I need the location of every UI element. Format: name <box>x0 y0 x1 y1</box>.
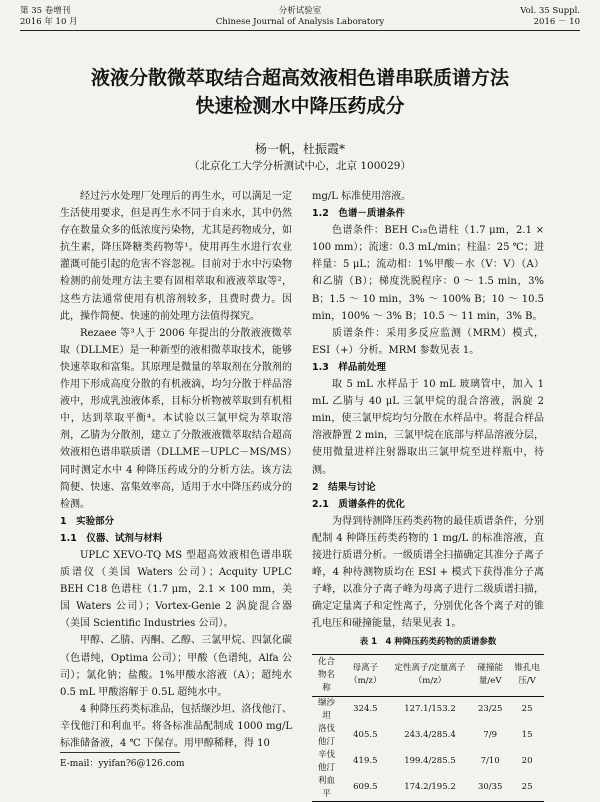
standards-paragraph: 4 种降压药类标准品，包括缬沙坦、洛伐他汀、辛伐他汀和利血平。将各标准品配制成 1000 mg/L 标准储备液，4 ℃ 下保存。用甲醇稀释，得 10 <box>60 703 292 749</box>
table-header-cell: 碰撞能量/eV <box>470 654 510 696</box>
table-cell: 174.2/195.2 <box>390 775 471 802</box>
table-cell: 405.5 <box>353 730 378 741</box>
table-header-cell: 母离子（m/z） <box>341 654 390 696</box>
section-heading-1: 1 实验部分 <box>60 515 115 527</box>
section-heading-2-1: 2.1 质谱条件的优化 <box>312 498 405 510</box>
left-column <box>60 188 292 752</box>
header-volume: 第 35 卷增刊 <box>20 6 71 16</box>
table-row <box>312 723 544 749</box>
section-heading-2: 2 结果与讨论 <box>312 481 376 493</box>
intro-paragraph-1: 经过污水处理厂处理后的再生水，可以满足一定生活使用要求，但是再生水不同于自来水，其中仍然存在数量众多的低浓度污染物，尤其是药物成分，如抗生素，降压降糖类药物等¹。使用再生水进行农业灌溉可能引起的危害不容忽视。目前对于水中污染物检测的前处理方法主要有固相萃取和液液萃取等²，这些方法通常使用有机溶剂较多，且费时费力。因此，操作简便、快速的前处理方法值得探究。 <box>60 191 292 322</box>
table-row <box>312 775 544 802</box>
title-line-2: 快速检测水中降压药成分 <box>195 95 405 117</box>
table-row <box>312 696 544 723</box>
ms-parameters-table <box>312 654 544 802</box>
table-cell: 324.5 <box>353 704 378 715</box>
table-cell: 25 <box>521 704 533 715</box>
table-header-cell: 化合物名称 <box>312 654 341 696</box>
header-journal-en: Chinese Journal of Analysis Laboratory <box>215 17 385 27</box>
table-cell: 127.1/153.2 <box>404 704 456 715</box>
table-cell: 7/9 <box>483 730 498 741</box>
intro-paragraph-2: Rezaee 等³人于 2006 年提出的分散液液微萃取（DLLME）是一种新型的液相微萃取技术，能够快速萃取和富集。其原理是微量的萃取剂在分散剂的作用下形成高度分散的有机液滴，均匀分散于样品溶液中，形成乳浊液体系，目标分析物被萃取到有机相中，达到萃取平衡⁴。本试验以三氯甲烷为萃取溶剂，乙腈为分散剂，建立了分散液液微萃取结合超高效液相色谱串联质谱（DLLME－UPLC－MS/MS）同时测定水中 4 种降压药成分的分析方法。该方法简便、快速、富集效率高，适用于水中降压药成分的检测。 <box>60 327 292 510</box>
table-cell: 20 <box>521 756 533 767</box>
header-rule <box>20 30 580 31</box>
table-header-cell: 定性离子/定量离子（m/z） <box>390 654 471 696</box>
header-vol-en: Vol. 35 Suppl. <box>520 6 580 16</box>
table-cell: 30/35 <box>470 775 510 802</box>
table-cell: 609.5 <box>341 775 390 802</box>
authors: 杨一帆，杜振霞* <box>254 142 345 156</box>
table-cell: 243.4/285.4 <box>404 730 456 741</box>
footnote-email: E-mail：yyifan?6@126.com <box>60 759 185 769</box>
article-title <box>40 64 560 120</box>
table-cell: 419.5 <box>353 756 378 767</box>
table-caption: 表 1 4 种降压药类药物的质谱参数 <box>359 637 497 648</box>
header-journal-cn: 分析试验室 <box>278 6 322 16</box>
table-cell: 缬沙坦 <box>317 697 335 721</box>
standards-continued: mg/L 标准使用溶液。 <box>312 191 412 202</box>
affiliation: （北京化工大学分析测试中心，北京 100029） <box>189 160 411 172</box>
table-cell: 利血平 <box>312 775 341 802</box>
table-cell: 25 <box>510 775 544 802</box>
chromatography-paragraph: 色谱条件：BEH C₁₈色谱柱（1.7 μm，2.1 × 100 mm）；流速：0.3 mL/min；柱温：25 ℃；进样量：5 μL；流动相：1%甲酸－水（V：V）（A）和乙腈（B）；梯度洗脱程序：0 ～ 1.5 min，3% B；1.5 ～ 10 min，3% ～ 100% B；10 ～ 10.5 min，100% ～ 3% B；10.5 ～ 11 min，3% B。 <box>312 225 544 322</box>
section-heading-1-1: 1.1 仪器、试剂与材料 <box>60 532 163 544</box>
section-heading-1-3: 1.3 样品前处理 <box>312 361 386 373</box>
header-volume-en <box>520 6 580 28</box>
table-cell: 23/25 <box>477 704 503 715</box>
header-journal <box>20 6 580 28</box>
footnote-rule <box>60 752 180 753</box>
table-header-row <box>312 654 544 696</box>
section-heading-1-2: 1.2 色谱－质谱条件 <box>312 208 405 220</box>
header-date-en: 2016 － 10 <box>533 17 580 27</box>
table-cell: 辛伐他汀 <box>317 749 335 773</box>
right-column <box>312 188 544 802</box>
running-header <box>20 6 580 32</box>
table-row <box>312 749 544 775</box>
ms-paragraph: 质谱条件：采用多反应监测（MRM）模式，ESI（+）分析。MRM 参数见表 1。 <box>312 327 544 356</box>
header-date: 2016 年 10 月 <box>20 17 78 27</box>
table-header-cell: 锥孔电压/V <box>510 654 544 696</box>
table-cell: 15 <box>521 730 533 741</box>
results-paragraph: 为得到待测降压药类药物的最佳质谱条件，分别配制 4 种降压药类药物的 1 mg/L 的标准溶液，直接进行质谱分析。一级质谱全扫描确定其准分子离子峰，4 种待测物质均在 ESI + 模式下获得准分子离子峰，以准分子离子峰为母离子进行二级质谱扫描，确定定量离子和定性离子，分别优化各个离子对的锥孔电压和碰撞能量，结果见表 1。 <box>312 515 544 630</box>
table-cell: 199.4/285.5 <box>404 756 456 767</box>
instruments-paragraph: UPLC XEVO-TQ MS 型超高效液相色谱串联质谱仪（美国 Waters 公司）；Acquity UPLC BEH C18 色谱柱（1.7 μm，2.1 × 100 mm，美国 Waters 公司）；Vortex-Genie 2 涡旋混合器（美国 Scientific Industries 公司）。 <box>60 549 292 630</box>
table-cell: 洛伐他汀 <box>317 723 335 747</box>
table-cell: 7/10 <box>480 756 500 767</box>
reagents-paragraph: 甲醇、乙腈、丙酮、乙醇、三氯甲烷、四氯化碳（色谱纯，Optima 公司）；甲酸（色谱纯，Alfa 公司）；氯化钠；盐酸。1%甲酸水溶液（A）；超纯水 0.5 mL 甲酸溶解于 0.5L 超纯水中。 <box>60 635 292 698</box>
sample-prep-paragraph: 取 5 mL 水样品于 10 mL 玻璃管中，加入 1 mL 乙腈与 40 μL 三氯甲烷的混合溶液，涡旋 2 min，使三氯甲烷均匀分散在水样品中。将混合样品溶液静置 2 min，三氯甲烷在底部与样品溶液分层，使用微量进样注射器取出三氯甲烷至进样瓶中，待测。 <box>312 379 544 476</box>
title-line-1: 液液分散微萃取结合超高效液相色谱串联质谱方法 <box>90 67 509 89</box>
